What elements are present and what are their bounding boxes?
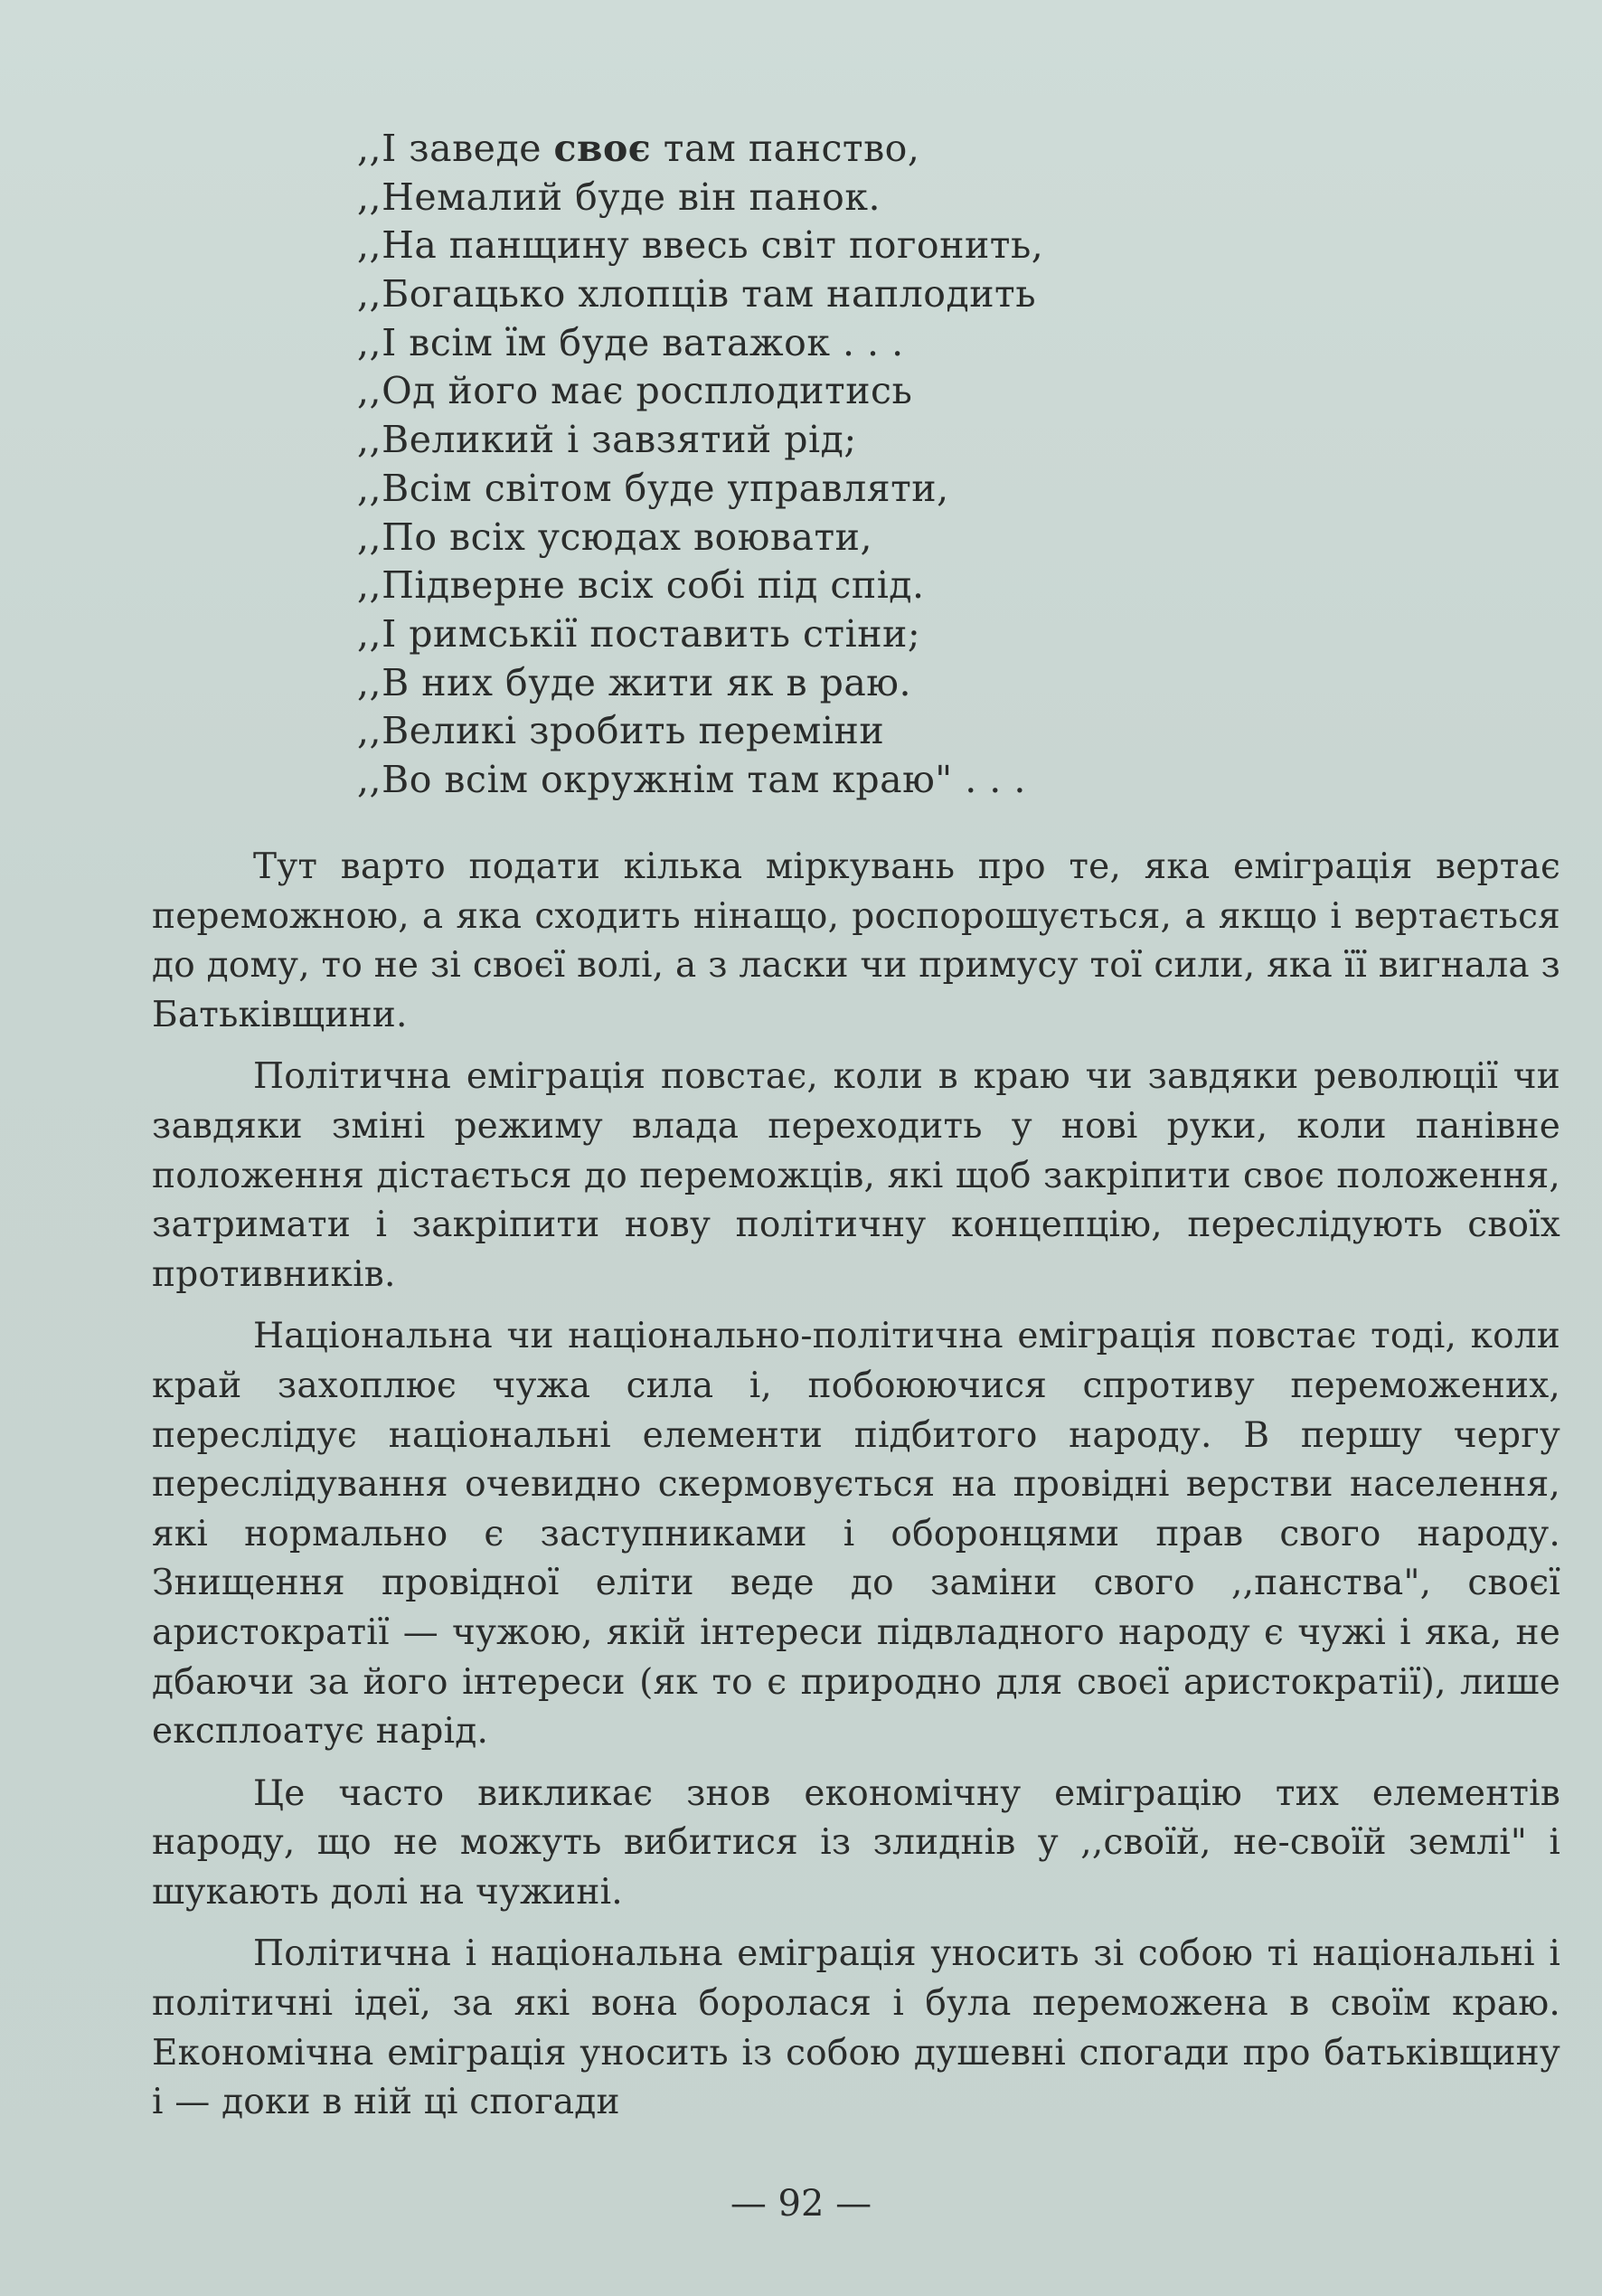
paragraph-national-emigration: Національна чи національно-політична еміграція повстає тоді, коли край захоплює чужа сила і, побоюючися спротиву переможених, переслідує національні елементи підбитого народу. В першу чергу переслідування очевидно скермовується на провідні верстви населення, які нормально є заступниками і оборонцями прав свого народу. Знищення провідної еліти веде до заміни свого ,,панства", своєї аристократії — чужою, якій інтереси підвладного народу є чужі і яка, не дбаючи за його інтереси (як то є природно для своєї аристократії), лише експлоатує нарід. (152, 1316, 1560, 1753)
paragraph-ideas-and-memories: Політична і національна еміграція уносить зі собою ті національні і політичні ідеї, за які вона боролася і була переможена в своїм краю. Економічна еміграція уносить із собою душевні спогади про батьківщину і — доки в ній ці спогади (152, 1933, 1560, 2123)
poem-line: ,,І всім їм буде ватажок . . . (357, 320, 904, 364)
paragraph-political-emigration: Політична еміграція повстає, коли в краю чи завдяки революції чи завдяки зміні режиму влада переходить у нові руки, коли панівне положення дістається до переможців, які щоб закріпити своє положення, затримати і закріпити нову політичну концепцію, переслідують своїх противників. (152, 1056, 1560, 1295)
poem-line: ,,Великий і завзятий рід; (357, 418, 857, 462)
poem-line: ,,Од його має росплодитись (357, 369, 913, 413)
poem-line: ,,Всім світом буде управляти, (357, 466, 949, 510)
poem-line: ,,І заведе своє там панство, (357, 127, 920, 170)
poem-line: ,,І римськії поставить стіни; (357, 611, 921, 656)
poem-line: ,,Підверне всіх собі під спід. (357, 563, 925, 608)
paragraph-economic-emigration: Це часто викликає знов економічну еміграцію тих елементів народу, що не можуть вибитися із злиднів у ,,своїй, не-своїй землі" і шукають долі на чужині. (152, 1772, 1560, 1913)
poem-line: ,,На панщину ввесь світ погонить, (357, 223, 1044, 268)
page-number: — 92 — (730, 2183, 872, 2225)
poem-line: ,,Богацько хлопців там наплодить (357, 272, 1037, 317)
poem-line: ,,Во всім окружнім там краю" . . . (357, 757, 1026, 801)
poem-line: ,,По всіх усюдах воювати, (357, 515, 873, 559)
poem-line: ,,Великі зробить переміни (357, 709, 885, 753)
poem-quote (357, 125, 1261, 805)
poem-line: ,,В них буде жити як в раю. (357, 660, 912, 704)
poem-line: ,,Немалий буде він панок. (357, 175, 881, 219)
body-text (152, 843, 1560, 2140)
paragraph-emigration-return: Тут варто подати кілька міркувань про те, яка еміграція вертає переможною, а яка сходить нінащо, роспорошується, а якщо і вертається до дому, то не зі своєї волі, а з ласки чи примусу тої сили, яка її вигнала з Батьківщини. (152, 846, 1560, 1035)
